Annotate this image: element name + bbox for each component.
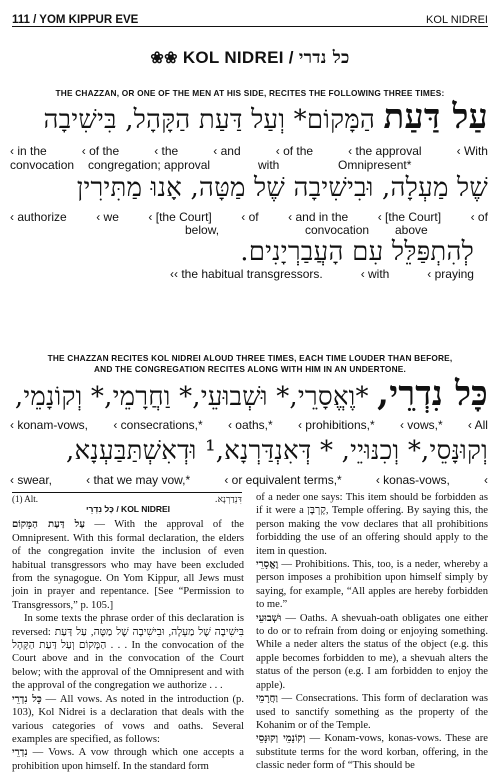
gloss: ‹ and	[213, 144, 241, 158]
commentary-subheading: כָּל נִדְרֵי / KOL NIDREI	[85, 504, 171, 514]
translation-line-3	[170, 268, 474, 281]
gloss: ‹ konas-vows,	[375, 473, 450, 487]
gloss: ‹ vows,*	[399, 418, 443, 432]
gloss: Omnipresent*	[338, 158, 412, 172]
footnote-label: (1) Alt.	[12, 494, 38, 504]
instruction-second-a: THE CHAZZAN RECITES KOL NIDREI ALOUD THREE TIMES, EACH TIME LOUDER THAN BEFORE,	[47, 353, 453, 363]
commentary-text: — All vows. As noted in the introduction (p. 103), Kol Nidrei is a declaration that deals with the various categories of vows and oaths. Several examples are specified, as follows:	[12, 693, 244, 745]
gloss: ‹ praying	[427, 267, 474, 281]
commentary-paragraph	[256, 692, 488, 732]
commentary-left-column	[12, 503, 244, 773]
title-separator: /	[288, 48, 294, 67]
commentary-text: — Consecrations. This form of declaration was used to sanctify something as the property of the Kohanim or of the Temple.	[256, 693, 488, 731]
footnote-hebrew: דִּנְדַרְנָא.	[214, 495, 242, 505]
hebrew-line-1-rest: הַמָּקוֹם* וְעַל דַּעַת הַקָּהָל, בִּישִׁיבָה	[43, 105, 376, 135]
translation-line-1	[10, 145, 488, 158]
gloss: ‹ of the	[81, 144, 120, 158]
gloss: ‹ authorize	[10, 210, 67, 224]
gloss: ‹ oaths,*	[227, 418, 273, 432]
header-left: 111 / YOM KIPPUR EVE	[12, 14, 139, 26]
translation-line-1b	[10, 159, 488, 172]
running-header	[12, 8, 488, 27]
ornament-icon: ❀❀	[150, 50, 178, 67]
gloss: ‹ or equivalent terms,*	[224, 473, 342, 487]
gloss: ‹ konam-vows,	[10, 418, 89, 432]
commentary-paragraph	[256, 558, 488, 612]
commentary-text: — Vows. A vow through which one accepts a prohibition upon himself. In the standard form	[12, 747, 244, 772]
header-right: KOL NIDREI	[426, 14, 488, 26]
commentary-text: — With the approval of the Omnipresent. With this formal declaration, the elders of the congregation invite the inclusion of even habitual transgressors who may have been excluded from the synagogue. On Yom Kippur, all Jews must join in prayer and repentance. [See “Permission to Transgressors,” p. 105.]	[12, 519, 245, 611]
gloss: ‹ the	[154, 144, 179, 158]
commentary-lemma: כָּל נִדְרֵי	[12, 693, 42, 705]
gloss: ‹	[483, 473, 488, 487]
gloss: with	[258, 158, 280, 172]
hebrew-line-3: לְהִתְפַּלֵּל עִם הָעֲבַרְיָנִים.	[240, 237, 474, 267]
commentary-paragraph	[12, 746, 244, 773]
gloss: ‹ in the	[10, 144, 47, 158]
hebrew-line-2: שֶׁל מַעְלָה, וּבִישִׁיבָה שֶׁל מַטָּה, אָנוּ מַתִּירִין	[76, 173, 488, 203]
gloss: ‹ swear,	[10, 473, 53, 487]
gloss: ‹ With	[456, 144, 488, 158]
title-english: KOL NIDREI	[182, 48, 284, 67]
hebrew-line-1	[14, 97, 488, 137]
translation-line-5	[10, 474, 488, 487]
commentary-lemma: וֶאֱסָרֵי	[256, 559, 279, 571]
hebrew-line-4	[14, 374, 488, 414]
gloss: ‹ and in the	[288, 210, 349, 224]
commentary-lemma: וּשְׁבוּעֵי	[256, 612, 282, 624]
gloss: ‹ consecrations,*	[113, 418, 203, 432]
commentary-paragraph: of a neder one says: This item should be forbidden as if it were a קָרְבָּן, Temple offering. By saying this, the person making the vow declares that all prohibitions forbidding the use of an offering should apply to the item in question.	[256, 492, 488, 557]
commentary-text: — Prohibitions. This, too, is a neder, whereby a person imposes a prohibition upon himself simply by saying, for example, “All apples are hereby forbidden to me.”	[256, 559, 488, 611]
commentary-right-column	[256, 491, 488, 773]
gloss: ‹ of the	[275, 144, 314, 158]
commentary-lemma: עַל דַּעַת הַמָּקוֹם	[12, 519, 86, 531]
title-hebrew: כל נדרי	[298, 48, 350, 68]
hebrew-line-4-rest: *וֶאֱסָרֵי,* וּשְׁבוּעֵי,* וַחֲרָמֵי,* וְקוֹנָמֵי,	[14, 382, 369, 412]
commentary-lemma: וַחֲרָמֵי	[256, 693, 278, 705]
gloss: ‹ [the Court]	[148, 210, 212, 224]
gloss: ‹ with	[360, 267, 390, 281]
gloss: ‹ All	[467, 418, 488, 432]
gloss: ‹ that we may vow,*	[86, 473, 191, 487]
gloss: below,	[185, 223, 220, 237]
gloss: ‹ [the Court]	[377, 210, 442, 224]
gloss: ‹ we	[96, 210, 119, 224]
hebrew-line-5: וְקוּנָּסֵי,* וְכִנּוּיֵי, * דְּאִנְדַּרְנָא,¹ וּדְאִשְׁתַּבַּעְנָא,	[66, 436, 488, 466]
hebrew-line-1-lead: עַל דַּעַת	[383, 97, 488, 137]
translation-line-4	[10, 419, 488, 432]
commentary-paragraph	[256, 612, 488, 692]
commentary-lemma: וְקוֹנָמֵי וְקוּנָּסֵי	[256, 733, 306, 745]
gloss: ‹‹ the habitual transgressors.	[170, 267, 323, 281]
commentary-paragraph: In some texts the phrase order of this declaration is reversed: בִּישִׁיבָה שֶׁל מַעְלָה, וּבִישִׁיבָה שֶׁל מַטָּה, עַל דַּעַת הַמָּקוֹם וְעַל דַּעַת הַקָּהָל . . . In the convocation of the Court above and in the convocation of the Court below; with the approval of the Omnipresent and with the approval of the congregation we authorize . . .	[12, 613, 244, 692]
instruction-second	[8, 353, 492, 375]
commentary-lemma: נִדְרֵי	[12, 747, 28, 759]
footnote-divider	[12, 492, 242, 493]
gloss: ‹ of	[470, 210, 488, 224]
section-title	[0, 48, 500, 68]
gloss: convocation	[305, 223, 370, 237]
commentary-paragraph	[256, 732, 488, 772]
gloss: convocation	[10, 158, 75, 172]
gloss: above	[395, 223, 428, 237]
instruction-second-b: AND THE CONGREGATION RECITES ALONG WITH HIM IN AN UNDERTONE.	[93, 364, 407, 374]
gloss: ‹ prohibitions,*	[297, 418, 375, 432]
hebrew-line-4-lead: כָּל נִדְרֵי,	[377, 374, 488, 414]
gloss: congregation; approval	[88, 158, 211, 172]
gloss: ‹ the approval	[348, 144, 422, 158]
commentary-text: — Konam-vows, konas-vows. These are substitute terms for the word korban, offering, in the classic neder form of “This should be	[256, 733, 488, 772]
commentary-text: — Oaths. A shevuah-oath obligates one either to do or to refrain from doing or enjoying something. While a neder alters the status of the object (e.g. this apple becomes forbidden to me), a shevuah alters the status of the person (e.g. I am forbidden to enjoy the apple).	[256, 612, 488, 691]
commentary-paragraph	[12, 518, 244, 612]
commentary-paragraph	[12, 693, 244, 747]
instruction-first: THE CHAZZAN, OR ONE OF THE MEN AT HIS SIDE, RECITES THE FOLLOWING THREE TIMES:	[55, 88, 445, 98]
gloss: ‹ of	[241, 210, 259, 224]
